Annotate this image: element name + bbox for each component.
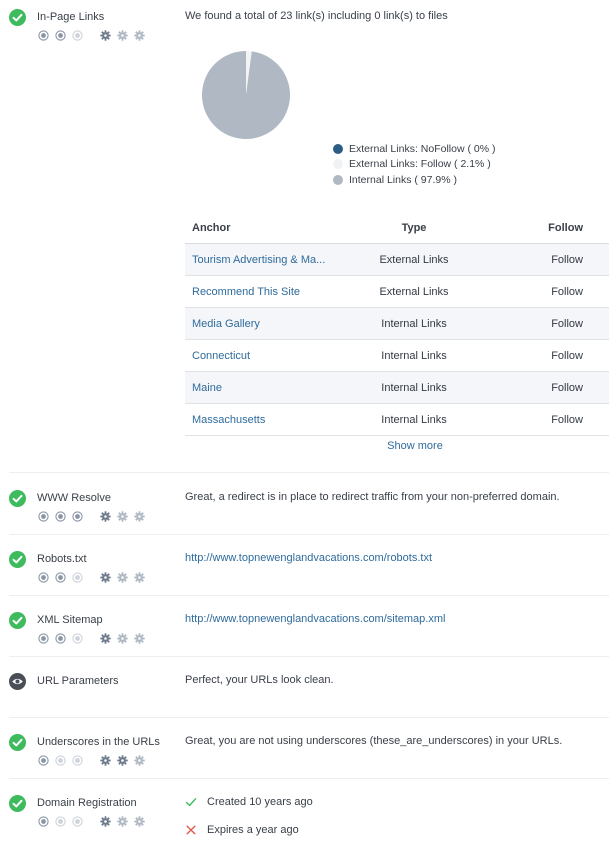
- check-icon: [9, 9, 26, 26]
- rating-icons: [38, 633, 151, 644]
- anchor-link[interactable]: Recommend This Site: [192, 285, 301, 298]
- section-divider: [9, 656, 609, 657]
- rating-icons: [38, 816, 151, 827]
- section-title: WWW Resolve: [37, 492, 111, 504]
- importance-icon: [38, 633, 49, 644]
- link-type: Internal Links: [381, 349, 447, 362]
- importance-icon: [55, 572, 66, 583]
- column-header-follow: Follow: [548, 221, 583, 234]
- link-type: Internal Links: [381, 317, 447, 330]
- check-icon: [9, 490, 26, 507]
- section-title: Robots.txt: [37, 553, 87, 565]
- difficulty-gear-icon: [134, 755, 145, 766]
- legend-item: [333, 172, 495, 188]
- importance-icon: [55, 511, 66, 522]
- legend-item: [333, 141, 495, 157]
- link-follow: Follow: [551, 381, 583, 394]
- difficulty-gear-icon: [117, 816, 128, 827]
- check-icon: [9, 551, 26, 568]
- table-row: [185, 276, 609, 308]
- pie-slice-2: [202, 51, 290, 139]
- chart-legend: [333, 141, 495, 188]
- difficulty-gear-icon: [100, 511, 111, 522]
- difficulty-gear-icon: [117, 755, 128, 766]
- importance-icon: [72, 30, 83, 41]
- domain-created-line: [185, 796, 313, 808]
- importance-icon: [38, 755, 49, 766]
- importance-icon: [38, 511, 49, 522]
- importance-icon: [72, 816, 83, 827]
- legend-dot: [333, 159, 343, 169]
- difficulty-gear-icon: [134, 511, 145, 522]
- difficulty-gear-icon: [134, 30, 145, 41]
- legend-label: External Links: NoFollow ( 0% ): [349, 142, 496, 155]
- cross-icon: [185, 824, 197, 836]
- difficulty-gear-icon: [117, 572, 128, 583]
- difficulty-gear-icon: [117, 30, 128, 41]
- importance-icon: [72, 755, 83, 766]
- link-type: Internal Links: [381, 381, 447, 394]
- link-follow: Follow: [551, 285, 583, 298]
- link-follow: Follow: [551, 253, 583, 266]
- links-summary: We found a total of 23 link(s) including 0 link(s) to files: [185, 10, 448, 22]
- check-icon: [9, 734, 26, 751]
- difficulty-gear-icon: [100, 633, 111, 644]
- table-header: [185, 212, 609, 244]
- check-icon: [9, 795, 26, 812]
- section-divider: [9, 778, 609, 779]
- difficulty-gear-icon: [100, 816, 111, 827]
- link-follow: Follow: [551, 317, 583, 330]
- difficulty-gear-icon: [134, 633, 145, 644]
- difficulty-gear-icon: [100, 572, 111, 583]
- legend-label: External Links: Follow ( 2.1% ): [349, 158, 491, 171]
- importance-icon: [72, 572, 83, 583]
- table-row: [185, 340, 609, 372]
- section-title: In-Page Links: [37, 11, 105, 23]
- importance-icon: [55, 633, 66, 644]
- link-type: External Links: [379, 285, 449, 298]
- importance-icon: [55, 755, 66, 766]
- domain-expires: Expires a year ago: [207, 824, 299, 836]
- importance-icon: [38, 572, 49, 583]
- difficulty-gear-icon: [100, 755, 111, 766]
- link-follow: Follow: [551, 413, 583, 426]
- table-row: [185, 372, 609, 404]
- anchor-link[interactable]: Maine: [192, 381, 222, 394]
- anchor-link[interactable]: Media Gallery: [192, 317, 260, 330]
- anchor-link[interactable]: Tourism Advertising & Ma...: [192, 253, 326, 266]
- importance-icon: [72, 511, 83, 522]
- section-description: Great, you are not using underscores (these_are_underscores) in your URLs.: [185, 735, 563, 747]
- eye-icon: [9, 673, 26, 690]
- check-icon: [9, 612, 26, 629]
- importance-icon: [55, 30, 66, 41]
- anchor-link[interactable]: Massachusetts: [192, 413, 266, 426]
- column-header-type: Type: [401, 221, 427, 234]
- section-title: XML Sitemap: [37, 614, 103, 626]
- section-title: Underscores in the URLs: [37, 736, 160, 748]
- difficulty-gear-icon: [117, 511, 128, 522]
- links-pie-chart: [201, 50, 291, 140]
- legend-dot: [333, 144, 343, 154]
- importance-icon: [55, 816, 66, 827]
- domain-created: Created 10 years ago: [207, 796, 313, 808]
- column-header-anchor: Anchor: [192, 221, 231, 234]
- section-description: Perfect, your URLs look clean.: [185, 674, 334, 686]
- importance-icon: [38, 30, 49, 41]
- rating-icons: [38, 511, 151, 522]
- difficulty-gear-icon: [117, 633, 128, 644]
- link-type: Internal Links: [381, 413, 447, 426]
- show-more-link[interactable]: Show more: [387, 440, 443, 452]
- table-row: [185, 404, 609, 436]
- link-type: External Links: [379, 253, 449, 266]
- rating-icons: [38, 755, 151, 766]
- sitemap-link[interactable]: http://www.topnewenglandvacations.com/sitemap.xml: [185, 613, 446, 625]
- link-follow: Follow: [551, 349, 583, 362]
- anchor-link[interactable]: Connecticut: [192, 349, 251, 362]
- table-row: [185, 308, 609, 340]
- domain-expires-line: [185, 824, 299, 836]
- difficulty-gear-icon: [100, 30, 111, 41]
- section-title: Domain Registration: [37, 797, 137, 809]
- difficulty-gear-icon: [134, 816, 145, 827]
- importance-icon: [38, 816, 49, 827]
- section-divider: [9, 472, 609, 473]
- robots-link[interactable]: http://www.topnewenglandvacations.com/robots.txt: [185, 552, 433, 564]
- section-description: Great, a redirect is in place to redirect traffic from your non-preferred domain.: [185, 491, 560, 503]
- legend-dot: [333, 175, 343, 185]
- legend-label: Internal Links ( 97.9% ): [349, 173, 457, 186]
- section-title: URL Parameters: [37, 675, 119, 687]
- links-table: [185, 212, 609, 436]
- legend-item: [333, 157, 495, 173]
- section-divider: [9, 595, 609, 596]
- rating-icons: [38, 572, 151, 583]
- difficulty-gear-icon: [134, 572, 145, 583]
- rating-icons: [38, 30, 151, 41]
- section-divider: [9, 717, 609, 718]
- importance-icon: [72, 633, 83, 644]
- table-row: [185, 244, 609, 276]
- checkmark-icon: [185, 796, 197, 808]
- section-divider: [9, 534, 609, 535]
